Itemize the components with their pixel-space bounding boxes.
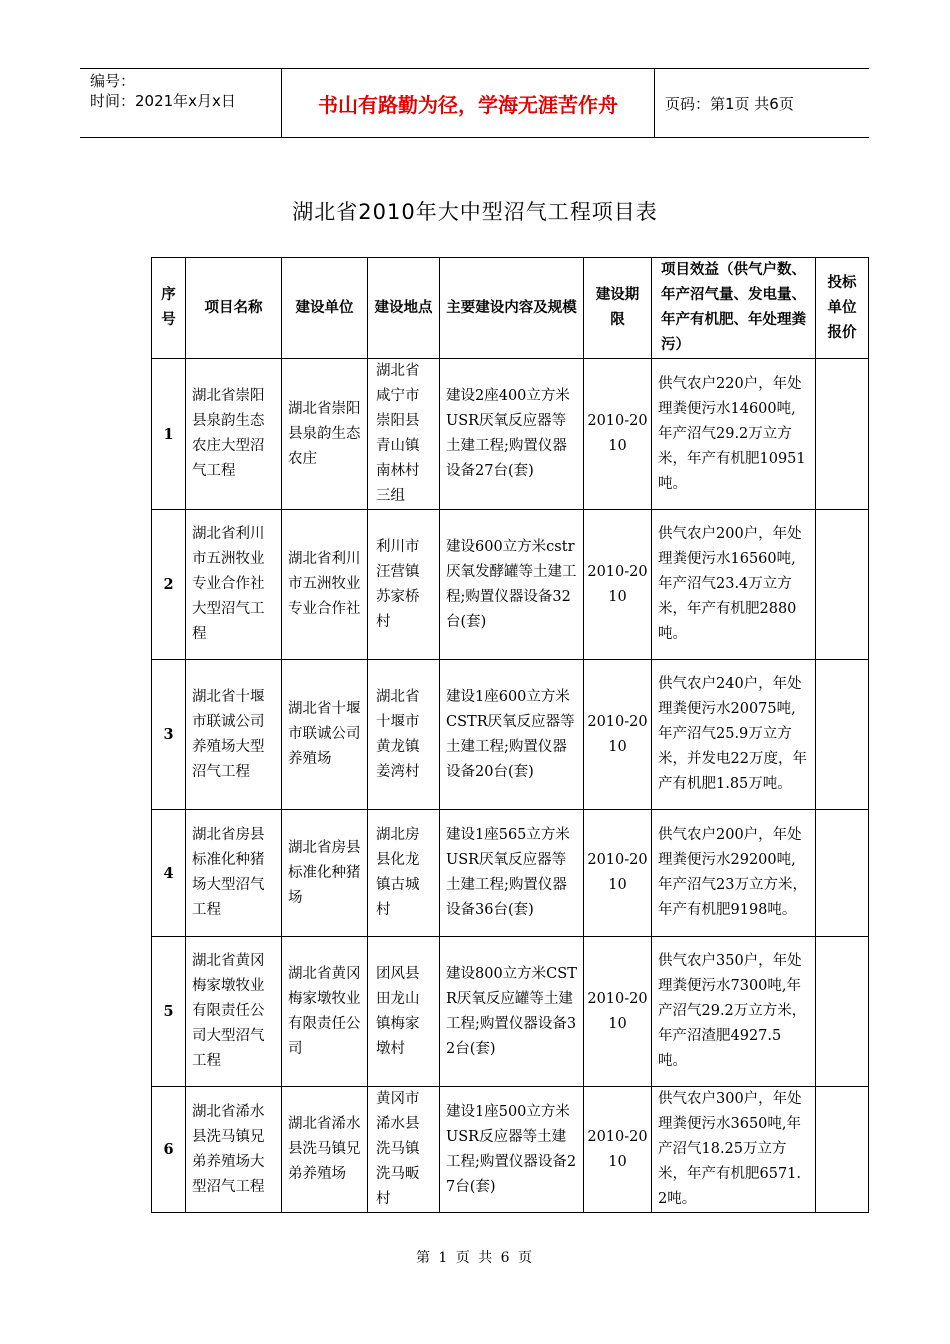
row-name: 湖北省黄冈梅家墩牧业有限责任公司大型沼气工程 — [186, 937, 282, 1087]
row-name: 湖北省崇阳县泉韵生态农庄大型沼气工程 — [186, 359, 282, 510]
row-bid — [816, 1087, 869, 1213]
row-name: 湖北省十堰市联诚公司养殖场大型沼气工程 — [186, 660, 282, 810]
table-row — [152, 510, 869, 660]
row-unit: 湖北省房县标准化种猪场 — [282, 810, 368, 937]
row-location: 湖北房县化龙镇古城村 — [368, 810, 440, 937]
row-period: 2010-2010 — [584, 660, 652, 810]
row-no: 3 — [152, 660, 186, 810]
col-header-benefit: 项目效益（供气户数、年产沼气量、发电量、年产有机肥、年处理粪污） — [652, 258, 816, 359]
row-no: 6 — [152, 1087, 186, 1213]
table-row — [152, 1087, 869, 1213]
row-period: 2010-2010 — [584, 810, 652, 937]
document-date: 时间：2021年x月x日 — [90, 92, 236, 110]
row-unit: 湖北省利川市五洲牧业专业合作社 — [282, 510, 368, 660]
row-content: 建设1座500立方米USR反应器等土建工程;购置仪器设备27台(套) — [440, 1087, 584, 1213]
row-content: 建设800立方米CSTR厌氧反应罐等土建工程;购置仪器设备32台(套) — [440, 937, 584, 1087]
row-unit: 湖北省黄冈梅家墩牧业有限责任公司 — [282, 937, 368, 1087]
col-header-period: 建设期限 — [584, 258, 652, 359]
project-table — [151, 257, 869, 1213]
header-motto: 书山有路勤为径，学海无涯苦作舟 — [281, 69, 655, 137]
row-benefit: 供气农户200户，年处理粪便污水29200吨,年产沼气23万立方米，年产有机肥9198吨。 — [652, 810, 816, 937]
row-period: 2010-2010 — [584, 1087, 652, 1213]
row-unit: 湖北省崇阳县泉韵生态农庄 — [282, 359, 368, 510]
document-number: 编号： — [90, 72, 136, 90]
row-bid — [816, 810, 869, 937]
row-unit: 湖北省浠水县洗马镇兄弟养殖场 — [282, 1087, 368, 1213]
col-header-name: 项目名称 — [186, 258, 282, 359]
row-bid — [816, 660, 869, 810]
row-bid — [816, 510, 869, 660]
row-unit: 湖北省十堰市联诚公司养殖场 — [282, 660, 368, 810]
row-period: 2010-2010 — [584, 359, 652, 510]
table-header-row — [152, 258, 869, 359]
row-benefit: 供气农户300户，年处理粪便污水3650吨,年产沼气18.25万立方米，年产有机肥6571.2吨。 — [652, 1087, 816, 1213]
row-benefit: 供气农户220户，年处理粪便污水14600吨,年产沼气29.2万立方米，年产有机肥10951吨。 — [652, 359, 816, 510]
row-period: 2010-2010 — [584, 937, 652, 1087]
row-period: 2010-2010 — [584, 510, 652, 660]
row-content: 建设1座600立方米CSTR厌氧反应器等土建工程;购置仪器设备20台(套) — [440, 660, 584, 810]
header-meta — [80, 69, 281, 137]
col-header-no: 序号 — [152, 258, 186, 359]
row-content: 建设1座565立方米USR厌氧反应器等土建工程;购置仪器设备36台(套) — [440, 810, 584, 937]
document-header — [80, 68, 869, 138]
row-location: 湖北省咸宁市崇阳县青山镇南林村三组 — [368, 359, 440, 510]
row-location: 团风县田龙山镇梅家墩村 — [368, 937, 440, 1087]
row-no: 5 — [152, 937, 186, 1087]
col-header-unit: 建设单位 — [282, 258, 368, 359]
row-bid — [816, 359, 869, 510]
row-content: 建设600立方米cstr厌氧发酵罐等土建工程;购置仪器设备32台(套) — [440, 510, 584, 660]
page-footer: 第 1 页 共 6 页 — [415, 1250, 535, 1266]
row-no: 4 — [152, 810, 186, 937]
table-row — [152, 810, 869, 937]
row-location: 湖北省十堰市黄龙镇姜湾村 — [368, 660, 440, 810]
header-page-info: 页码：第1页 共6页 — [665, 94, 794, 113]
table-row — [152, 660, 869, 810]
row-location: 利川市汪营镇苏家桥村 — [368, 510, 440, 660]
row-location: 黄冈市浠水县洗马镇洗马畈村 — [368, 1087, 440, 1213]
row-name: 湖北省房县标准化种猪场大型沼气工程 — [186, 810, 282, 937]
col-header-content: 主要建设内容及规模 — [440, 258, 584, 359]
row-no: 1 — [152, 359, 186, 510]
col-header-bid: 投标单位报价 — [816, 258, 869, 359]
row-content: 建设2座400立方米USR厌氧反应器等土建工程;购置仪器设备27台(套) — [440, 359, 584, 510]
row-benefit: 供气农户200户，年处理粪便污水16560吨,年产沼气23.4万立方米，年产有机肥2880吨。 — [652, 510, 816, 660]
col-header-location: 建设地点 — [368, 258, 440, 359]
page-title: 湖北省2010年大中型沼气工程项目表 — [292, 200, 658, 224]
row-no: 2 — [152, 510, 186, 660]
row-bid — [816, 937, 869, 1087]
row-benefit: 供气农户350户，年处理粪便污水7300吨,年产沼气29.2万立方米，年产沼渣肥4927.5吨。 — [652, 937, 816, 1087]
table-row — [152, 359, 869, 510]
row-benefit: 供气农户240户，年处理粪便污水20075吨,年产沼气25.9万立方米，并发电22万度，年产有机肥1.85万吨。 — [652, 660, 816, 810]
table-row — [152, 937, 869, 1087]
row-name: 湖北省浠水县洗马镇兄弟养殖场大型沼气工程 — [186, 1087, 282, 1213]
row-name: 湖北省利川市五洲牧业专业合作社大型沼气工程 — [186, 510, 282, 660]
